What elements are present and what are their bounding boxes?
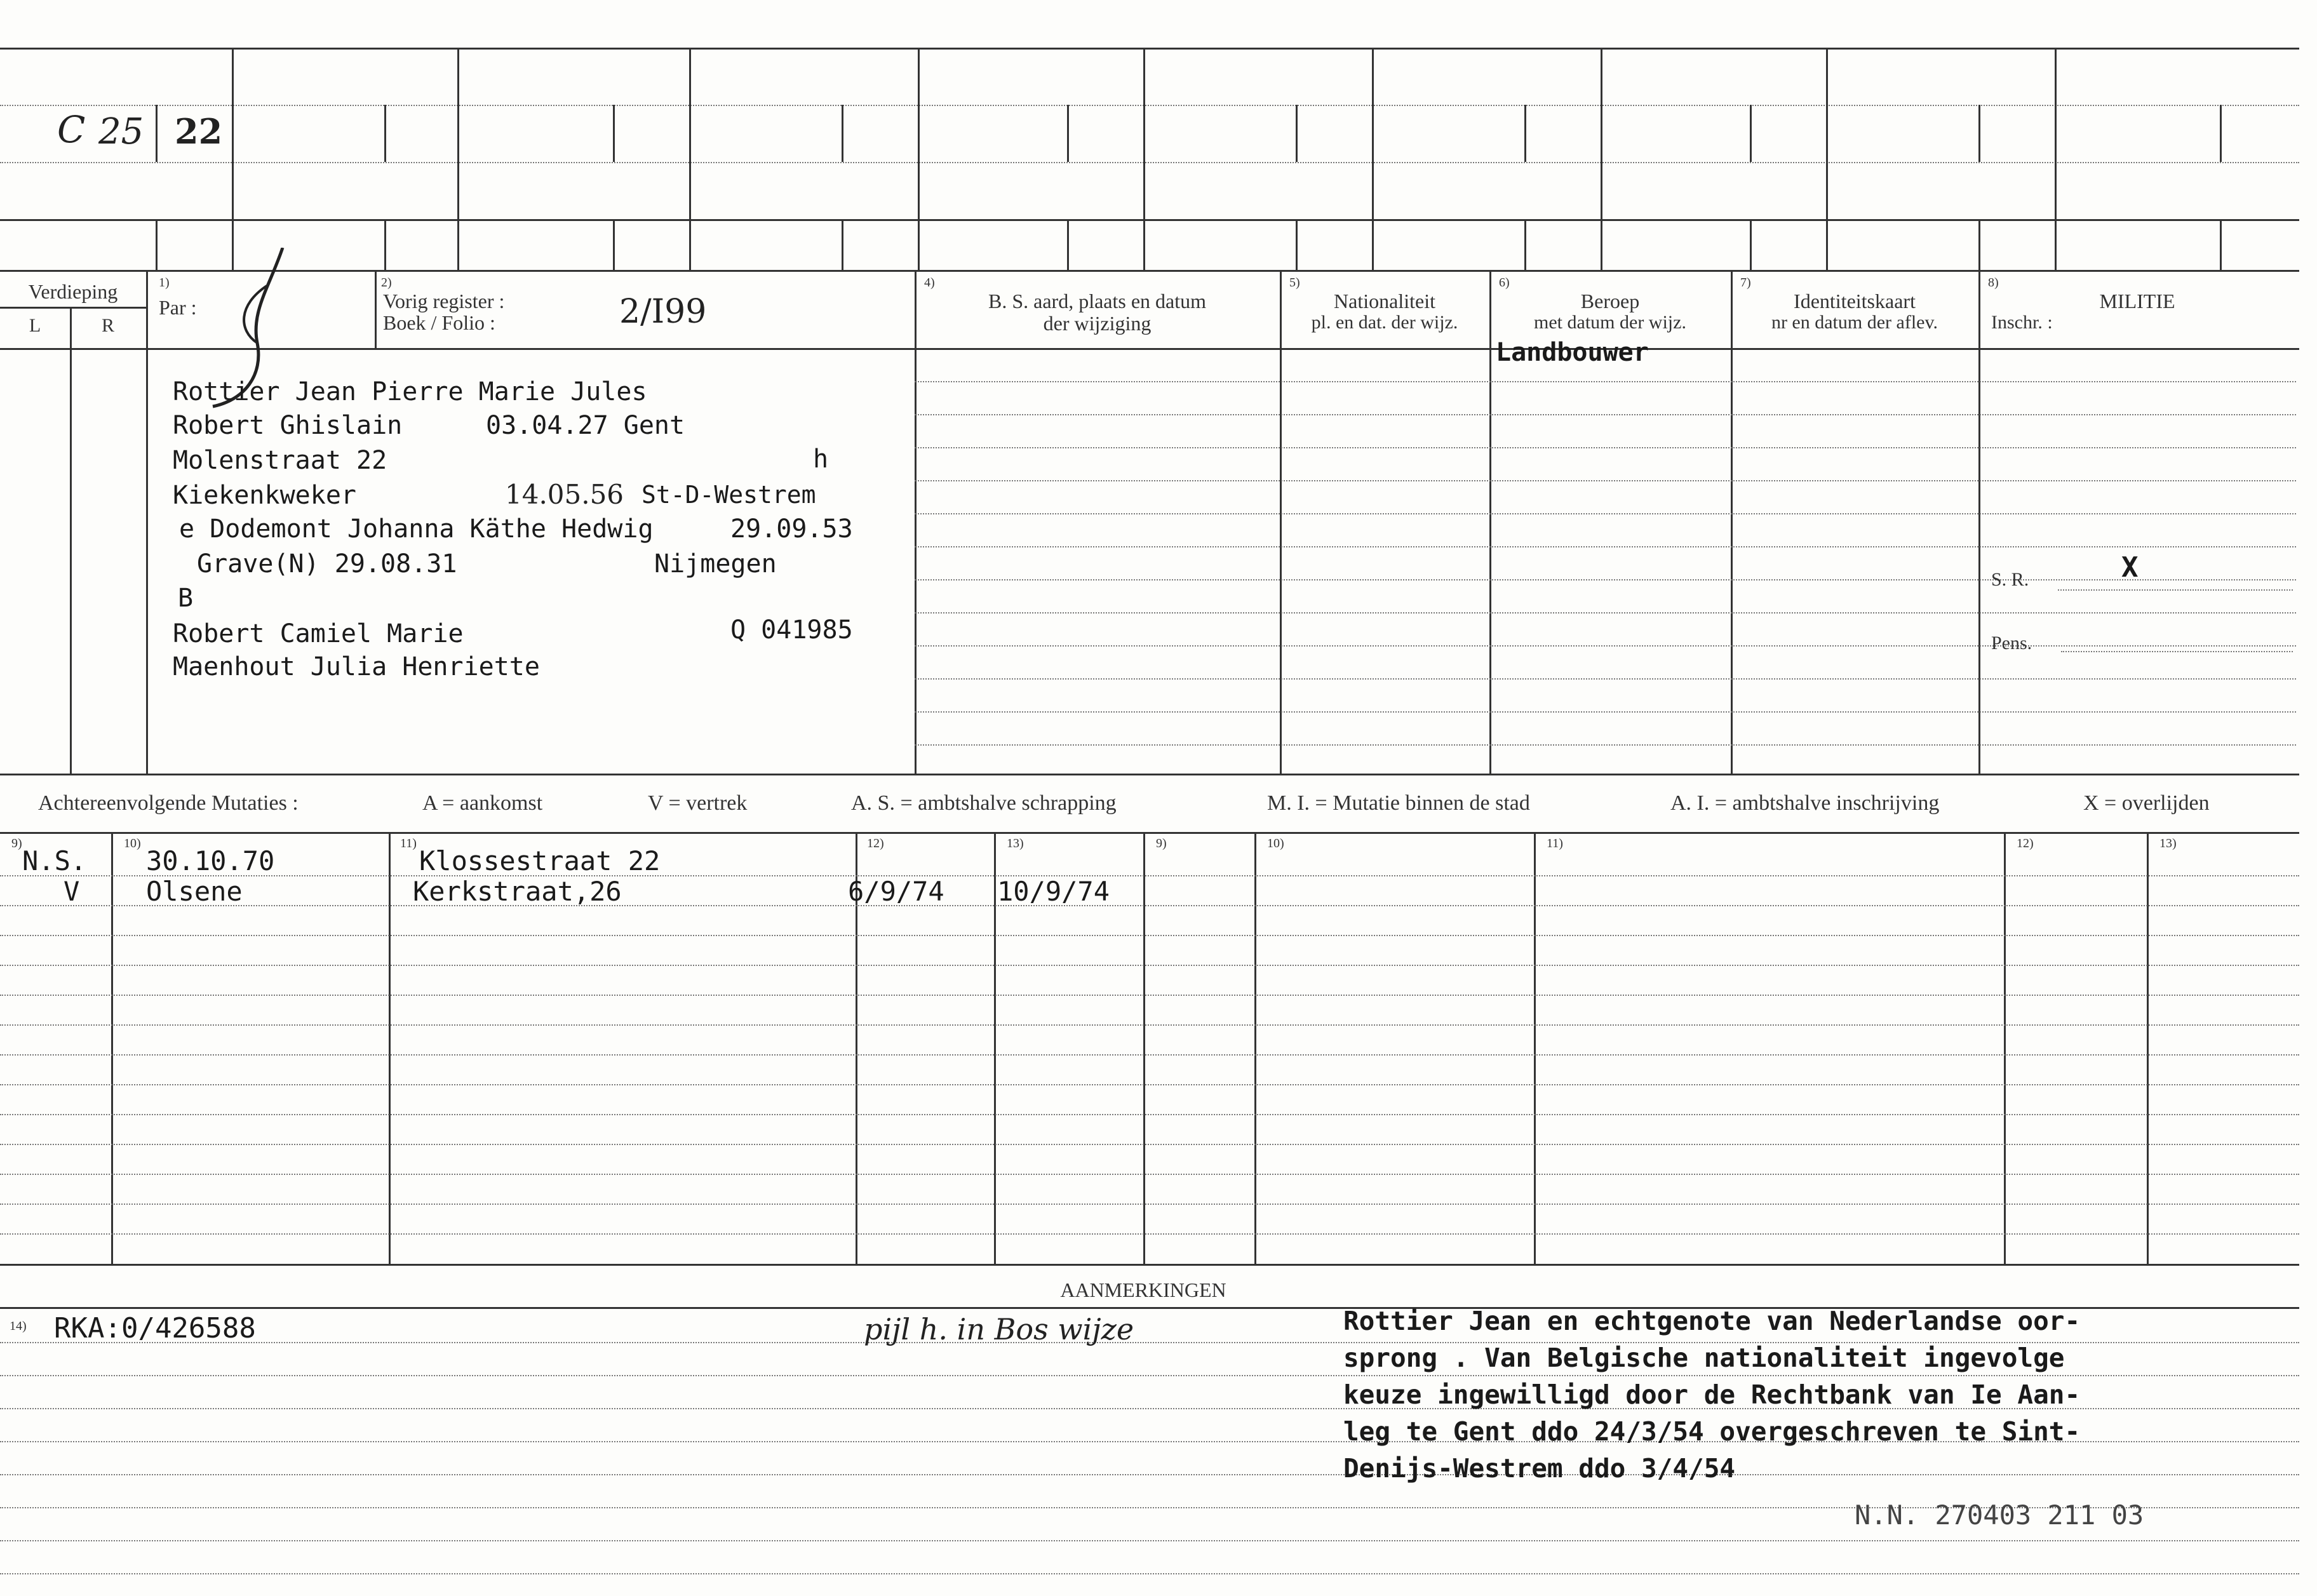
grid-line (1143, 48, 1145, 270)
par-label: Par : (159, 296, 197, 319)
col-number-10: 10) (124, 836, 141, 850)
arrival-place: St-D-Westrem (641, 481, 816, 509)
bs-header-line2: der wijziging (1043, 312, 1152, 335)
mutation-date-13: 10/9/74 (997, 876, 1110, 907)
grid-line (0, 307, 146, 309)
grid-line (1978, 105, 1980, 162)
grid-line (0, 105, 2299, 106)
grid-line (1534, 832, 1536, 1264)
rule-line (0, 875, 2299, 876)
field-number-8: 8) (1988, 276, 1999, 290)
handwritten-remark: pijl h. in Bos wijze (864, 1312, 1134, 1346)
grid-line (1067, 105, 1069, 162)
rule-line (0, 1174, 2299, 1175)
grid-line (1372, 48, 1374, 270)
floor-left-label: L (29, 315, 41, 336)
rule-line (915, 414, 2296, 415)
beroep-value: Landbouwer (1496, 338, 1649, 367)
rule-line (0, 1375, 2299, 1376)
code-letter: C (57, 108, 86, 151)
col-number-11: 11) (400, 836, 417, 850)
grid-line (2220, 219, 2222, 270)
grid-line (1826, 48, 1828, 270)
mutation-type: V (64, 876, 80, 907)
rule-line (915, 744, 2296, 746)
remark-text-line: sprong . Van Belgische nationaliteit ingevolge (1343, 1343, 2065, 1373)
identiteitskaart-header-line1: Identiteitskaart (1794, 290, 1916, 312)
inschr-label: Inschr. : (1991, 312, 2053, 333)
col-number-11b: 11) (1547, 836, 1563, 850)
occupation: Kiekenkweker (173, 481, 356, 510)
rule-line (0, 1233, 2299, 1235)
grid-line (384, 219, 386, 270)
code-number: 25 (98, 111, 144, 152)
rule-line (915, 711, 2296, 713)
grid-line (389, 832, 391, 1264)
boek-folio-value: 2/I99 (619, 293, 707, 331)
sr-value: X (2121, 551, 2139, 584)
rule-line (0, 995, 2299, 996)
spouse-name: e Dodemont Johanna Käthe Hedwig (179, 514, 654, 544)
remark-text-line: leg te Gent ddo 24/3/54 overgeschreven te Sint- (1343, 1416, 2081, 1447)
grid-line (2055, 48, 2057, 270)
col-number-9: 9) (11, 836, 22, 850)
nationality-letter: B (178, 584, 194, 613)
beroep-header-line1: Beroep (1580, 290, 1640, 312)
mutation-date: 30.10.70 (146, 845, 275, 876)
grid-line (1254, 832, 1256, 1264)
rule-line (0, 1114, 2299, 1115)
field-number-7: 7) (1740, 276, 1751, 290)
grid-line (1978, 270, 1980, 774)
person-name-cont: Robert Ghislain (173, 411, 403, 440)
field-number-5: 5) (1289, 276, 1300, 290)
mutaties-title: Achtereenvolgende Mutaties : (38, 791, 299, 815)
remark-text-line: Rottier Jean en echtgenote van Nederlandse oor- (1343, 1306, 2081, 1336)
rule-line (0, 1204, 2299, 1205)
legend-overlijden: X = overlijden (2083, 791, 2210, 815)
grid-line (1296, 105, 1298, 162)
grid-line (1731, 270, 1733, 774)
col-number-13b: 13) (2159, 836, 2177, 850)
grid-line (842, 105, 843, 162)
grid-line (1143, 832, 1145, 1264)
grid-line (1280, 270, 1282, 774)
pens-label: Pens. (1991, 633, 2032, 654)
rule-line (0, 905, 2299, 906)
legend-mutatie-binnen-stad: M. I. = Mutatie binnen de stad (1267, 791, 1530, 815)
rule-line (915, 381, 2296, 382)
bs-header-line1: B. S. aard, plaats en datum (988, 290, 1207, 312)
national-number: N.N. 270403 211 03 (1855, 1499, 2144, 1531)
boek-folio-label: Boek / Folio : (383, 311, 495, 334)
grid-line (0, 348, 2299, 350)
grid-line (1750, 219, 1752, 270)
grid-line (0, 162, 2299, 163)
rule-line (915, 612, 2296, 614)
rule-line (0, 1474, 2299, 1475)
birth-date-place: 03.04.27 Gent (486, 411, 685, 440)
grid-line (1601, 48, 1602, 270)
mother-name: Maenhout Julia Henriette (173, 652, 540, 681)
nationaliteit-header-line1: Nationaliteit (1334, 290, 1435, 312)
mutation-address: Kerkstraat,26 (413, 876, 622, 907)
sr-label: S. R. (1991, 569, 2029, 590)
rule-line (915, 645, 2296, 647)
rka-number: RKA:0/426588 (54, 1312, 256, 1345)
remark-text-line: keuze ingewilligd door de Rechtbank van Ie Aan- (1343, 1379, 2081, 1410)
grid-line (915, 270, 917, 774)
rule-line (0, 1084, 2299, 1085)
grid-line (156, 219, 158, 270)
grid-line (0, 48, 2299, 50)
grid-line (0, 1264, 2299, 1266)
pens-line (2061, 651, 2293, 652)
col-number-12: 12) (867, 836, 884, 850)
col-number-10b: 10) (1267, 836, 1284, 850)
verdieping-label: Verdieping (28, 280, 118, 303)
rule-line (915, 480, 2296, 481)
person-full-name: Rottier Jean Pierre Marie Jules (173, 377, 647, 406)
grid-line (994, 832, 996, 1264)
field-number-14: 14) (10, 1319, 27, 1333)
rule-line (915, 513, 2296, 514)
rule-line (0, 1573, 2299, 1574)
identiteitskaart-header-line2: nr en datum der aflev. (1771, 312, 1938, 333)
legend-aankomst: A = aankomst (422, 791, 543, 815)
address: Molenstraat 22 (173, 446, 387, 475)
legend-vertrek: V = vertrek (648, 791, 748, 815)
grid-line (1067, 219, 1069, 270)
rule-line (0, 1024, 2299, 1026)
nationaliteit-header-line2: pl. en dat. der wijz. (1311, 312, 1458, 333)
legend-ambtshalve-schrapping: A. S. = ambtshalve schrapping (851, 791, 1117, 815)
grid-line (1524, 105, 1526, 162)
rule-line (915, 579, 2296, 580)
floor-right-label: R (101, 315, 114, 336)
grid-line (2004, 832, 2006, 1264)
grid-line (457, 48, 459, 270)
grid-line (384, 105, 386, 162)
grid-line (146, 270, 148, 774)
mutation-type: N.S. (22, 845, 87, 876)
grid-line (1524, 219, 1526, 270)
field-number-6: 6) (1499, 276, 1510, 290)
spouse-birth: Grave(N) 29.08.31 (197, 549, 457, 579)
rule-line (915, 447, 2296, 448)
col-number-9b: 9) (1156, 836, 1167, 850)
grid-line (0, 219, 2299, 221)
rule-line (0, 1144, 2299, 1145)
grid-line (2147, 832, 2149, 1264)
vorig-register-label: Vorig register : (383, 290, 505, 312)
field-number-1: 1) (159, 276, 170, 290)
grid-line (1978, 219, 1980, 270)
aanmerkingen-title: AANMERKINGEN (1060, 1278, 1226, 1301)
grid-line (1296, 219, 1298, 270)
col-number-12b: 12) (2017, 836, 2034, 850)
house-number: 22 (175, 111, 223, 152)
grid-line (0, 774, 2299, 775)
grid-line (111, 832, 113, 1264)
mutation-date-12: 6/9/74 (848, 876, 944, 907)
rule-line (915, 546, 2296, 547)
col-number-13: 13) (1007, 836, 1024, 850)
field-number-2: 2) (381, 276, 392, 290)
rule-line (0, 1054, 2299, 1056)
field-number-4: 4) (924, 276, 935, 290)
spouse-birth-city: Nijmegen (654, 549, 777, 579)
mutation-address: Klossestraat 22 (419, 845, 661, 876)
father-name: Robert Camiel Marie (173, 619, 464, 648)
grid-line (2220, 105, 2222, 162)
grid-line (689, 48, 691, 270)
grid-line (842, 219, 843, 270)
legend-ambtshalve-inschrijving: A. I. = ambtshalve inschrijving (1670, 791, 1940, 815)
rule-line (0, 965, 2299, 966)
mutation-place: Olsene (146, 876, 243, 907)
beroep-header-line2: met datum der wijz. (1534, 312, 1686, 333)
address-mark: h (813, 445, 829, 474)
grid-line (375, 270, 377, 348)
marriage-date: 29.09.53 (730, 514, 853, 544)
rule-line (0, 935, 2299, 936)
grid-line (232, 48, 234, 270)
grid-line (0, 270, 2299, 272)
grid-line (156, 105, 158, 162)
arrival-date: 14.05.56 (505, 479, 624, 510)
grid-line (918, 48, 920, 270)
id-code: Q 041985 (730, 615, 853, 645)
militie-header: MILITIE (2099, 290, 2175, 312)
rule-line (915, 678, 2296, 680)
grid-line (613, 105, 615, 162)
grid-line (1750, 105, 1752, 162)
grid-line (613, 219, 615, 270)
rule-line (0, 1540, 2299, 1541)
remark-text-line: Denijs-Westrem ddo 3/4/54 (1343, 1453, 1736, 1484)
sr-line (2058, 589, 2293, 591)
grid-line (1489, 270, 1491, 774)
grid-line (0, 832, 2299, 834)
grid-line (70, 307, 72, 774)
